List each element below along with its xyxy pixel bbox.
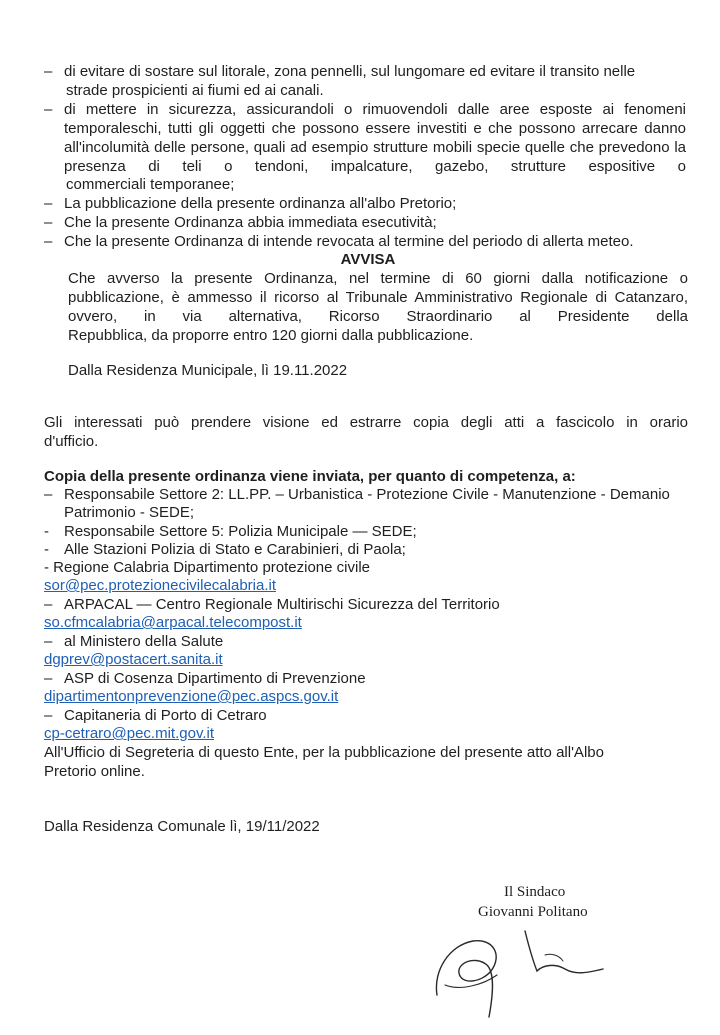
measure-text: di evitare di sostare sul litorale, zona pennelli, sul lungomare ed evitare il transito nelle — [64, 63, 636, 80]
recipient-email-link[interactable]: cp-cetraro@pec.mit.gov.it — [44, 725, 215, 742]
recipient-text: Responsabile Settore 5: Polizia Municipale — SEDE; — [64, 523, 417, 540]
measure-text: di mettere in sicurezza, assicurandoli o rimuovendoli dalle aree esposte ai fenomeni temporaleschi, tutti gli oggetti che possono essere investiti e che possono arrecare danno all'incolumità delle persone, quali ad esempio strutture mobili specie quelle che prevedono la presenza di teli o tendoni, impalcature, gazebo, strutture espositive o — [64, 101, 686, 175]
recipient-text: ARPACAL — Centro Regionale Multirischi Sicurezza del Territorio — [64, 596, 500, 613]
recipient-item-9: All'Ufficio di Segreteria di questo Ente, per la pubblicazione del presente atto all'Albo — [44, 744, 604, 761]
interested-text-last: d'ufficio. — [44, 433, 99, 450]
list-dash: – — [44, 707, 53, 724]
recipient-text: al Ministero della Salute — [64, 633, 224, 650]
list-dash: – — [44, 214, 53, 231]
list-dash: – — [44, 63, 53, 80]
recipient-item-9-continuation: Pretorio online. — [44, 763, 145, 780]
list-dash: – — [44, 596, 53, 613]
list-dash: – — [44, 195, 53, 212]
list-dash: - — [44, 541, 49, 558]
list-dash: – — [44, 233, 53, 250]
avvisa-date-line: Dalla Residenza Municipale, lì 19.11.2022 — [68, 362, 348, 379]
list-dash: – — [44, 101, 53, 118]
recipient-item-1-continuation: Patrimonio - SEDE; — [64, 504, 195, 521]
handwritten-signature — [425, 925, 615, 1025]
recipient-text: Capitaneria di Porto di Cetraro — [64, 707, 267, 724]
recipient-text: Alle Stazioni Polizia di Stato e Carabinieri, di Paola; — [64, 541, 406, 558]
interested-text: Gli interessati può prendere visione ed estrarre copia degli atti a fascicolo in orario — [44, 414, 688, 431]
copy-heading: Copia della presente ordinanza viene inviata, per quanto di competenza, a: — [44, 468, 576, 485]
closing-date-line: Dalla Residenza Comunale lì, 19/11/2022 — [44, 818, 320, 835]
list-dash: – — [44, 670, 53, 687]
signature-name: Giovanni Politano — [478, 904, 588, 920]
avvisa-text: Che avverso la presente Ordinanza, nel termine di 60 giorni dalla notificazione o pubblicazione, è ammesso il ricorso al Tribunale Amministrativo Regionale di Catanzaro, ovvero, in via alternativa, Ricorso Straordinario al Presidente della — [68, 270, 688, 325]
recipient-email-link[interactable]: so.cfmcalabria@arpacal.telecompost.it — [44, 614, 302, 631]
measure-item-1-continuation: strade prospicienti ai fiumi ed ai canali. — [66, 82, 324, 99]
recipient-email-link[interactable]: sor@pec.protezionecivilecalabria.it — [44, 577, 277, 594]
signature-role: Il Sindaco — [504, 884, 566, 900]
recipient-text: Responsabile Settore 2: LL.PP. – Urbanistica - Protezione Civile - Manutenzione - Demanio — [64, 486, 670, 503]
avvisa-heading: AVVISA — [340, 251, 396, 268]
measure-text: Che la presente Ordinanza abbia immediata esecutività; — [64, 214, 437, 231]
measure-item-2-continuation: commerciali temporanee; — [66, 176, 235, 193]
recipient-email-link[interactable]: dipartimentonprevenzione@pec.aspcs.gov.it — [44, 688, 339, 705]
measure-text: Che la presente Ordinanza di intende revocata al termine del periodo di allerta meteo. — [64, 233, 634, 250]
recipient-item-4: - Regione Calabria Dipartimento protezione civile — [44, 559, 370, 576]
list-dash: - — [44, 523, 49, 540]
list-dash: – — [44, 486, 53, 503]
avvisa-text-last: Repubblica, da proporre entro 120 giorni dalla pubblicazione. — [68, 327, 474, 344]
recipient-email-link[interactable]: dgprev@postacert.sanita.it — [44, 651, 223, 668]
measure-text: La pubblicazione della presente ordinanza all'albo Pretorio; — [64, 195, 457, 212]
recipient-text: ASP di Cosenza Dipartimento di Prevenzione — [64, 670, 366, 687]
list-dash: – — [44, 633, 53, 650]
